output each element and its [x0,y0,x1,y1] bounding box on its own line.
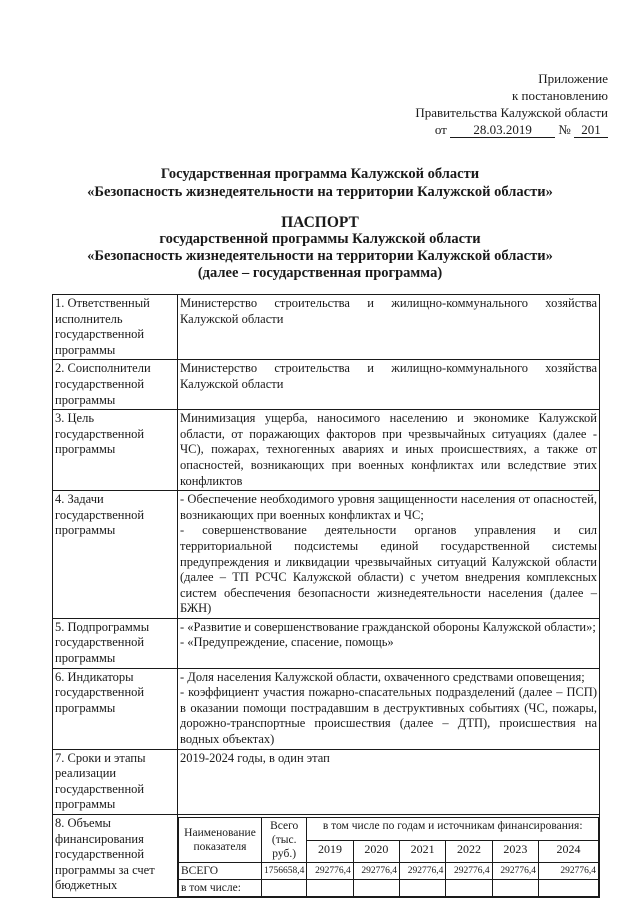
row-label: 6. Индикаторы государственной программы [53,668,178,749]
subprogram-item: - «Развитие и совершенствование гражданской обороны Калужской области»; [180,619,596,634]
resolution-number: 201 [574,123,608,138]
row-label: 7. Сроки и этапы реализации государственной программы [53,749,178,814]
row-value: Министерство строительства и жилищно-коммунального хозяйства Калужской области [178,295,600,360]
program-title-line2: «Безопасность жизнедеятельности на территории Калужской области» [87,184,553,200]
passport-title: ПАСПОРТ [281,214,359,231]
table-row [53,410,600,491]
total-label: ВСЕГО [179,863,262,880]
table-row [53,749,600,814]
indicator-item: - Доля населения Калужской области, охваченного средствами оповещения; [180,669,585,684]
table-row [53,360,600,410]
indicator-header: Наименование показателя [179,818,262,863]
number-label: № [558,122,571,137]
year-value: 292776,4 [492,863,538,880]
passport-line1: государственной программы Калужской области [159,231,481,247]
total-value: 1756658,4 [262,863,307,880]
finance-header-row [179,818,599,841]
year-value: 292776,4 [307,863,353,880]
year-cell: 2023 [492,840,538,863]
table-row [53,668,600,749]
program-title-line1: Государственная программа Калужской области [160,166,480,182]
row-label: 8. Объемы финансирования государственной программы за счет бюджетных [53,815,178,898]
appendix-resolution: к постановлению [511,88,608,103]
row-value [178,668,600,749]
year-value: 292776,4 [446,863,492,880]
year-value: 292776,4 [539,863,599,880]
table-row [53,618,600,668]
passport-table [52,294,600,898]
year-value: 292776,4 [353,863,399,880]
years-header: в том числе по годам и источникам финансирования: [307,818,599,841]
task-item: - совершенствование деятельности органов управления и сил территориальной подсистемы единой государственной системы предупреждения и ликвидации чрезвычайных ситуаций Калужской области (далее – ТП РСЧС Калужской области) с учетом внедрения комплексных систем обеспечения безопасности жизнедеятельности населения (далее – БЖН) [180,523,597,616]
finance-cell [178,815,600,898]
subprogram-item: - «Предупреждение, спасение, помощь» [180,635,394,650]
table-row [53,491,600,619]
indicator-item: - коэффициент участия пожарно-спасательных подразделений (далее – ПСП) в оказании помощи пострадавшим в деструктивных событиях (ЧС, пожары, дорожно-транспортные происшествия (далее – ДТП), происшествия на водных объектах) [180,685,597,747]
row-value [178,618,600,668]
year-cell: 2024 [539,840,599,863]
appendix-date-line [415,121,608,138]
resolution-date: 28.03.2019 [450,123,555,138]
program-title [0,165,640,201]
row-label: 5. Подпрограммы государственной программы [53,618,178,668]
table-row [53,295,600,360]
table-row [53,815,600,898]
year-cell: 2021 [400,840,446,863]
passport-line3: (далее – государственная программа) [197,265,443,281]
year-cell: 2020 [353,840,399,863]
including-label: в том числе: [179,880,262,897]
finance-total-row [179,863,599,880]
row-value: Министерство строительства и жилищно-коммунального хозяйства Калужской области [178,360,600,410]
row-label: 2. Соисполнители государственной программы [53,360,178,410]
row-label: 3. Цель государственной программы [53,410,178,491]
appendix-government: Правительства Калужской области [415,105,608,120]
task-item: - Обеспечение необходимого уровня защищенности населения от опасностей, возникающих при военных конфликтах и ЧС; [180,492,597,522]
row-label: 4. Задачи государственной программы [53,491,178,619]
from-label: от [434,122,447,137]
year-cell: 2022 [446,840,492,863]
row-value: Минимизация ущерба, наносимого населению и экономике Калужской области, от поражающих факторов при чрезвычайных ситуациях (далее - ЧС), пожарах, техногенных авариях и иных происшествиях, а также от опасностей, возникающих при военных конфликтах или вследствие этих конфликтов [178,410,600,491]
passport-header [0,214,640,282]
row-label: 1. Ответственный исполнитель государственной программы [53,295,178,360]
appendix-block [415,70,608,138]
row-value [178,491,600,619]
total-header: Всего (тыс. руб.) [262,818,307,863]
row-value: 2019-2024 годы, в один этап [178,749,600,814]
finance-table [178,817,599,897]
year-value: 292776,4 [400,863,446,880]
year-cell: 2019 [307,840,353,863]
appendix-title: Приложение [538,71,608,86]
passport-line2: «Безопасность жизнедеятельности на территории Калужской области» [87,248,553,264]
finance-including-row [179,880,599,897]
